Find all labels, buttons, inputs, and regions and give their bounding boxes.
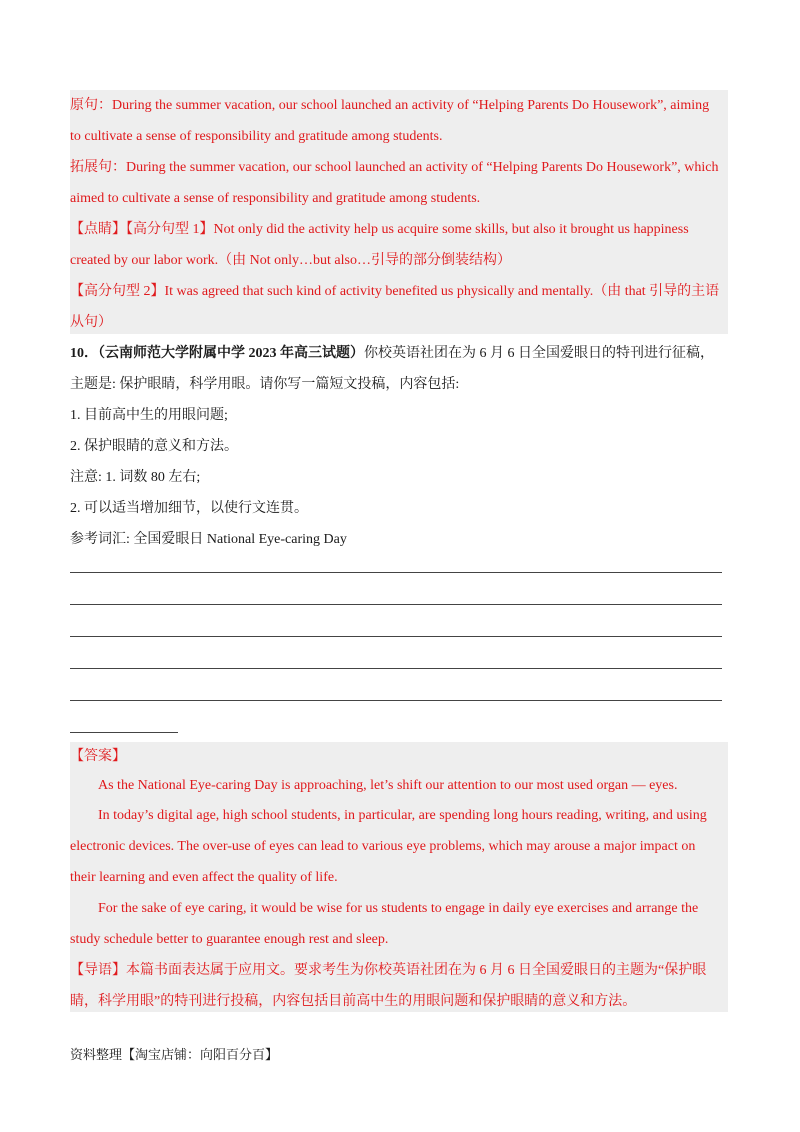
- answer-paragraph-3-line-1: For the sake of eye caring, it would be wise for us students to engage in daily eye exercises and arrange the: [98, 901, 699, 916]
- answer-paragraph-1: As the National Eye-caring Day is approaching, let’s shift our attention to our most used organ — eyes.: [98, 778, 678, 793]
- extended-sentence-text: During the summer vacation, our school launched an activity of “Helping Parents Do Housework”, which: [126, 160, 719, 175]
- original-sentence-text: During the summer vacation, our school launched an activity of “Helping Parents Do Housework”, aiming: [112, 98, 710, 113]
- question-source: （云南师范大学附属中学 2023 年高三试题）: [98, 346, 364, 361]
- answer-label: 【答案】: [70, 749, 126, 764]
- question-note-1: 注意: 1. 词数 80 左右;: [70, 470, 201, 485]
- extended-sentence-label: 拓展句：: [70, 160, 126, 175]
- tip-pattern-2-line-1: 【高分句型 2】It was agreed that such kind of activity benefited us physically and mentally.（由 that 引导的主语: [70, 284, 720, 299]
- question-requirement-1: 1. 目前高中生的用眼问题;: [70, 408, 228, 423]
- original-sentence-line-1: [70, 90, 728, 121]
- writing-line-5[interactable]: [70, 700, 722, 701]
- question-note-2: 2. 可以适当增加细节，以使行文连贯。: [70, 501, 308, 516]
- question-prompt-line-2: 主题是: 保护眼睛，科学用眼。请你写一篇短文投稿，内容包括:: [70, 377, 460, 392]
- extension-sentences-block: [70, 90, 728, 334]
- question-prompt-start: 你校英语社团在为 6 月 6 日全国爱眼日的特刊进行征稿，: [364, 346, 714, 361]
- tip-pattern-1-line-2: created by our labor work.（由 Not only…but also…引导的部分倒装结构）: [70, 253, 511, 268]
- question-heading-line: [70, 338, 728, 369]
- answer-paragraph-2-line-2: electronic devices. The over-use of eyes can lead to various eye problems, which may arouse a major impact on: [70, 839, 696, 854]
- question-number: 10．: [70, 346, 98, 361]
- tip-pattern-2-line-2: 从句）: [70, 315, 112, 330]
- question-10-block: [70, 338, 728, 555]
- writing-line-2[interactable]: [70, 604, 722, 605]
- extended-sentence-line-2: aimed to cultivate a sense of responsibility and gratitude among students.: [70, 191, 481, 206]
- writing-line-1[interactable]: [70, 572, 722, 573]
- extended-sentence-line-1: [70, 152, 728, 183]
- question-requirement-2: 2. 保护眼睛的意义和方法。: [70, 439, 238, 454]
- writing-line-6[interactable]: [70, 732, 178, 733]
- answer-paragraph-2-line-3: their learning and even affect the quality of life.: [70, 870, 338, 885]
- page-footer: 资料整理【淘宝店铺：向阳百分百】: [70, 1047, 279, 1062]
- guide-line-1: 【导语】本篇书面表达属于应用文。要求考生为你校英语社团在为 6 月 6 日全国爱眼日的主题为“保护眼: [70, 963, 707, 978]
- original-sentence-label: 原句：: [70, 98, 112, 113]
- writing-line-4[interactable]: [70, 668, 722, 669]
- tip-pattern-1-line-1: 【点睛】【高分句型 1】Not only did the activity help us acquire some skills, but also it brought us happiness: [70, 222, 689, 237]
- answer-paragraph-2-line-1: In today’s digital age, high school students, in particular, are spending long hours reading, writing, and using: [98, 808, 707, 823]
- answer-paragraph-3-line-2: study schedule better to guarantee enough rest and sleep.: [70, 932, 389, 947]
- question-vocab-hint: 参考词汇: 全国爱眼日 National Eye-caring Day: [70, 532, 347, 547]
- original-sentence-line-2: to cultivate a sense of responsibility and gratitude among students.: [70, 129, 443, 144]
- guide-line-2: 睛，科学用眼”的特刊进行投稿，内容包括目前高中生的用眼问题和保护眼睛的意义和方法。: [70, 994, 637, 1009]
- answer-block: [70, 742, 728, 1012]
- writing-line-3[interactable]: [70, 636, 722, 637]
